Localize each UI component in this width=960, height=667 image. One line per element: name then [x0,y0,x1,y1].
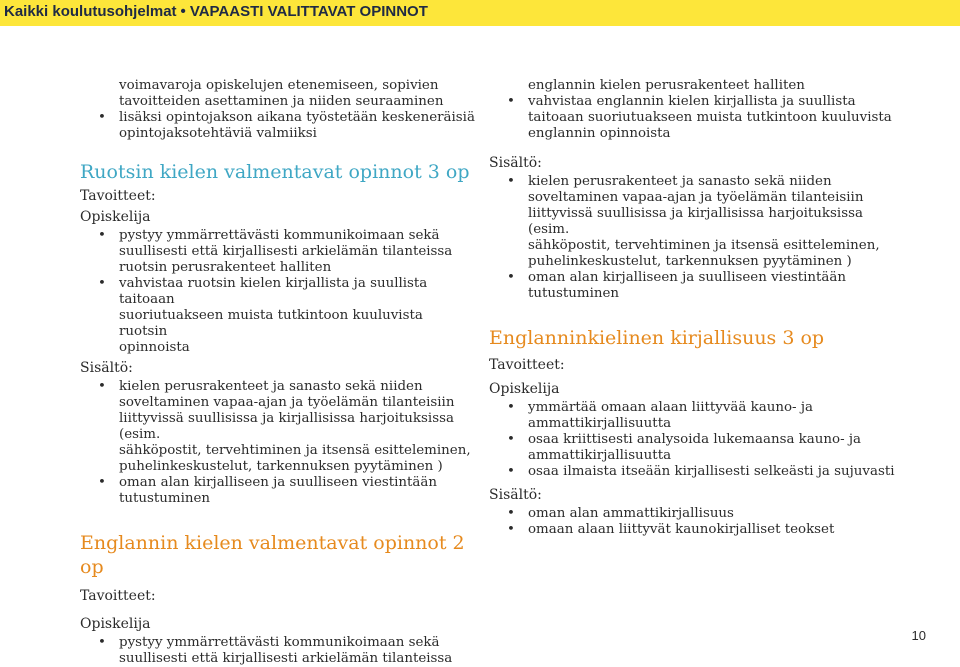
text-line: • osaa ilmaista itseään kirjallisesti selkeästi ja sujuvasti [528,464,895,479]
student-label: Opiskelija [80,616,151,632]
text-line: • oman alan kirjalliseen ja suulliseen viestintään [119,475,438,490]
text-line: • vahvistaa ruotsin kielen kirjallista ja suullista taitoaan [119,276,428,307]
header-section: VAPAASTI VALITTAVAT OPINNOT [189,3,428,20]
text-line: • osaa kriittisesti analysoida lukemaansa kauno- ja [528,432,862,447]
text-line: suoriutuakseen muista tutkintoon kuuluvista ruotsin [119,308,423,339]
header-separator: • [180,3,186,20]
text-line: • omaan alaan liittyvät kaunokirjalliset teokset [528,522,835,537]
text-line: opinnoista [119,340,190,355]
text-line: tutustuminen [528,286,620,301]
text-line: suullisesti että kirjallisesti arkielämän tilanteissa [119,651,453,666]
list-item [80,635,475,667]
goals-label: Tavoitteet: [80,588,156,604]
list-item [489,522,904,538]
text-line: puhelinkeskustelut, tarkennuksen pyytäminen ) [119,459,443,474]
header-bar [0,0,960,26]
content-list [489,506,904,538]
list-item [489,432,904,464]
text-line: • oman alan kirjalliseen ja suulliseen viestintään [528,270,847,285]
right-column [489,78,904,538]
content-list [489,174,904,302]
text-line: liittyvissä suullisissa ja kirjallisissa harjoituksissa (esim. [119,411,454,442]
list-item [80,110,475,142]
content-label: Sisältö: [489,155,542,171]
section-title: Englanninkielinen kirjallisuus 3 op [489,327,825,349]
list-item [80,276,475,356]
page-number: 10 [911,628,926,643]
content-list [80,379,475,507]
text-line: taitoaan suoriutuakseen muista tutkintoon kuuluvista [528,110,892,125]
text-line: englannin kielen perusrakenteet halliten [528,78,805,93]
text-line: • pystyy ymmärrettävästi kommunikoimaan sekä [119,635,440,650]
list-item [489,400,904,432]
text-line: ruotsin perusrakenteet halliten [119,260,332,275]
text-line: • kielen perusrakenteet ja sanasto sekä niiden [528,174,832,189]
content-label: Sisältö: [489,487,542,503]
goals-list [80,228,475,356]
text-line: • oman alan ammattikirjallisuus [528,506,734,521]
text-line: suullisesti että kirjallisesti arkielämän tilanteissa [119,244,453,259]
student-label: Opiskelija [80,209,151,225]
continued-text [80,78,475,110]
list-item [489,94,904,142]
list-item [489,174,904,270]
continued-list [489,94,904,142]
list-item [80,379,475,475]
list-item [489,506,904,522]
text-line: liittyvissä suullisissa ja kirjallisissa harjoituksissa (esim. [528,206,863,237]
left-column [80,78,475,667]
list-item [80,475,475,507]
text-line: • kielen perusrakenteet ja sanasto sekä niiden [119,379,423,394]
text-line: • lisäksi opintojakson aikana työstetään keskeneräisiä [119,110,475,125]
goals-list [489,400,904,480]
text-line: • pystyy ymmärrettävästi kommunikoimaan sekä [119,228,440,243]
continued-list [80,110,475,142]
text-line: opintojaksotehtäviä valmiiksi [119,126,317,141]
header-program: Kaikki koulutusohjelmat [4,3,177,20]
list-item [489,464,904,480]
student-label: Opiskelija [489,381,560,397]
section-title: Englannin kielen valmentavat opinnot 2 op [80,532,465,578]
text-line: • vahvistaa englannin kielen kirjallista ja suullista [528,94,856,109]
section-title: Ruotsin kielen valmentavat opinnot 3 op [80,161,470,183]
text-line: • ymmärtää omaan alaan liittyvää kauno- ja [528,400,813,415]
text-line: soveltaminen vapaa-ajan ja työelämän tilanteisiin [528,190,864,205]
text-line: soveltaminen vapaa-ajan ja työelämän tilanteisiin [119,395,455,410]
text-line: ammattikirjallisuutta [528,416,672,431]
text-line: ammattikirjallisuutta [528,448,672,463]
text-line: englannin opinnoista [528,126,671,141]
text-line: sähköpostit, tervehtiminen ja itsensä esitteleminen, [528,238,880,253]
text-line: tutustuminen [119,491,211,506]
list-item [80,228,475,276]
content-label: Sisältö: [80,360,133,376]
list-item [489,270,904,302]
header-title [4,3,428,20]
text-line: sähköpostit, tervehtiminen ja itsensä esitteleminen, [119,443,471,458]
goals-label: Tavoitteet: [489,357,565,373]
text-line: tavoitteiden asettaminen ja niiden seuraaminen [119,94,444,109]
continued-text [489,78,904,94]
text-line: voimavaroja opiskelujen etenemiseen, sopivien [119,78,439,93]
text-line: puhelinkeskustelut, tarkennuksen pyytäminen ) [528,254,852,269]
goals-label: Tavoitteet: [80,188,156,204]
goals-list [80,635,475,667]
